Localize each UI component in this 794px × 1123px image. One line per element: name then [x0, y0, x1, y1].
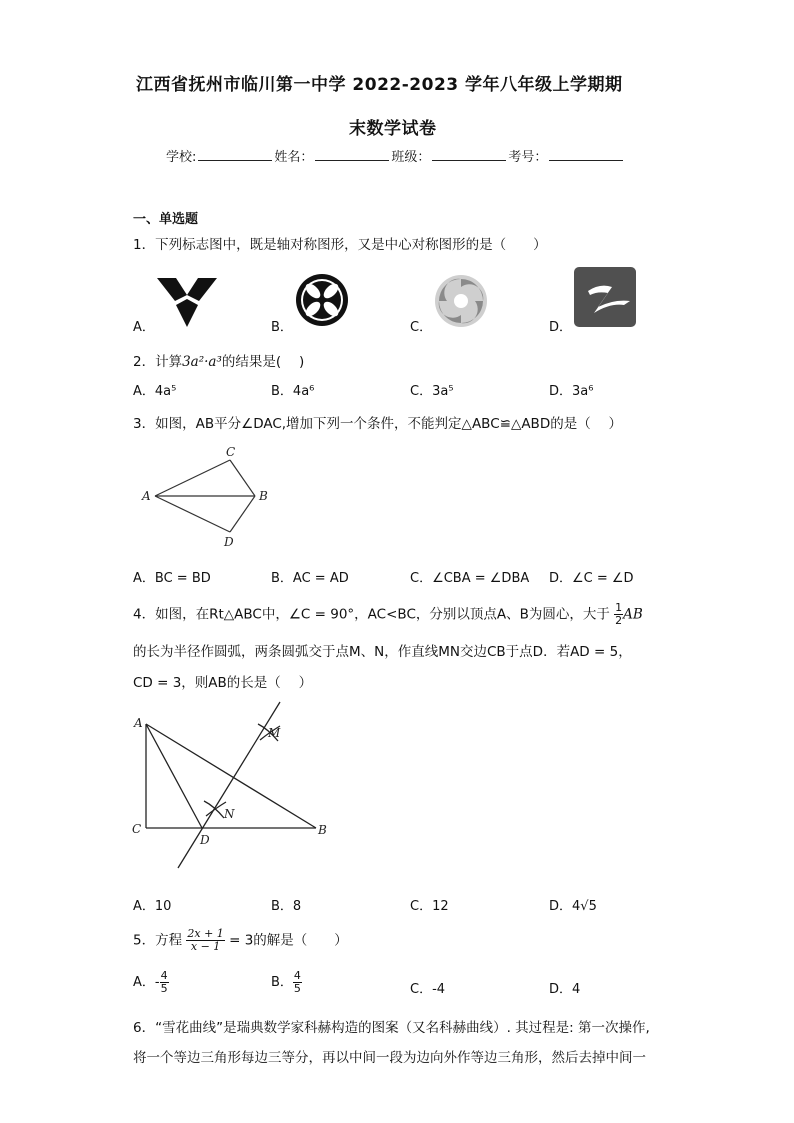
- q2-option-d[interactable]: D．3a⁶: [549, 384, 594, 399]
- logo-c-icon: [433, 273, 489, 329]
- q3-stem: 3．如图，AB平分∠DAC,增加下列一个条件，不能判定△ABC≌△ABD的是（ ）: [133, 416, 623, 432]
- segment-ad: [146, 724, 202, 828]
- q4-stem-line1: [133, 602, 643, 627]
- q5-option-a-prefix: A．-: [133, 975, 160, 990]
- q4-figure: [128, 696, 338, 876]
- q4-stem-line2: 的长为半径作圆弧，两条圆弧交于点M、N，作直线MN交边CB于点D．若AD = 5，: [133, 644, 632, 660]
- q6-stem-line1: 6．“雪花曲线”是瑞典数学家科赫构造的图案（又名科赫曲线）. 其过程是: 第一次操作,: [133, 1020, 650, 1036]
- page-title-line1: 江西省抚州市临川第一中学 2022-2023 学年八年级上学期期: [136, 75, 623, 95]
- line-mn: [178, 702, 280, 868]
- segment-ac: [155, 460, 230, 496]
- q1-option-a[interactable]: A．: [133, 320, 155, 335]
- logo-b-icon: [294, 272, 350, 328]
- q5-option-b-num: 4: [293, 969, 301, 982]
- q4-frac-num: 1: [615, 601, 623, 614]
- q4-option-c[interactable]: C．12: [410, 899, 449, 914]
- point-b-label: B: [318, 823, 327, 837]
- q2-stem: [133, 350, 304, 370]
- name-blank[interactable]: [315, 148, 389, 161]
- point-b-label: B: [259, 489, 268, 503]
- q5-option-a[interactable]: [133, 970, 169, 995]
- point-a-label: A: [134, 716, 143, 730]
- q2-expression: 3a²·a³: [182, 354, 222, 370]
- q4-option-b[interactable]: B．8: [271, 899, 302, 914]
- class-label: 班级：: [391, 150, 431, 165]
- q3-option-c[interactable]: C．∠CBA = ∠DBA: [410, 571, 530, 586]
- q2-option-a[interactable]: A．4a⁵: [133, 384, 177, 399]
- q5-option-d[interactable]: D．4: [549, 982, 581, 997]
- q5-stem-pre: 5．方程: [133, 932, 183, 949]
- q5-stem-post: = 3的解是（ ）: [229, 932, 348, 949]
- q5-equation-fraction: [186, 928, 224, 953]
- q4-stem-line1-pre: 4．如图，在Rt△ABC中，∠C = 90°，AC<BC，分别以顶点A、B为圆心，大于: [133, 606, 610, 623]
- exam-number-label: 考号：: [508, 150, 548, 165]
- point-m-label: M: [268, 726, 281, 740]
- q6-stem-line2: 将一个等边三角形每边三等分，再以中间一段为边向外作等边三角形，然后去掉中间一: [133, 1050, 646, 1066]
- q5-frac-num: 2x + 1: [187, 927, 224, 940]
- class-blank[interactable]: [432, 148, 506, 161]
- q4-stem-line3: CD = 3，则AB的长是（ ）: [133, 675, 313, 691]
- q5-option-b[interactable]: [271, 970, 302, 995]
- logo-d-icon: [574, 267, 636, 327]
- segment-ad: [155, 496, 230, 532]
- point-n-label: N: [224, 807, 235, 821]
- q3-option-b[interactable]: B．AC = AD: [271, 571, 349, 586]
- q4-half-fraction: [614, 602, 623, 627]
- point-c-label: C: [132, 822, 142, 836]
- page-title-line2: 末数学试卷: [349, 119, 437, 139]
- q3-figure: [140, 444, 280, 550]
- q5-option-a-fraction: [160, 970, 169, 995]
- school-blank[interactable]: [198, 148, 272, 161]
- q3-option-a[interactable]: A．BC = BD: [133, 571, 211, 586]
- logo-a-icon: [157, 275, 217, 329]
- q5-frac-den: x − 1: [190, 940, 221, 953]
- q5-stem: [133, 928, 348, 953]
- point-a-label: A: [142, 489, 151, 503]
- school-label: 学校:: [166, 150, 197, 165]
- exam-number-blank[interactable]: [549, 148, 623, 161]
- q1-option-b[interactable]: B．: [271, 320, 293, 335]
- q4-option-d[interactable]: D．4√5: [549, 899, 597, 914]
- point-d-label: D: [224, 535, 234, 549]
- q5-option-a-den: 5: [160, 982, 168, 995]
- segment-cb: [230, 460, 255, 496]
- q2-stem-post: 的结果是( ): [221, 354, 305, 370]
- student-info-row: [166, 146, 625, 165]
- q1-option-c[interactable]: C．: [410, 320, 433, 335]
- q2-option-b[interactable]: B．4a⁶: [271, 384, 315, 399]
- q3-option-d[interactable]: D．∠C = ∠D: [549, 571, 634, 586]
- q5-option-c[interactable]: C．-4: [410, 982, 446, 997]
- q5-option-b-fraction: [293, 970, 302, 995]
- section-title: 一、单选题: [133, 212, 199, 227]
- q4-frac-den: 2: [615, 614, 623, 627]
- point-c-label: C: [226, 445, 236, 459]
- q1-stem: 1．下列标志图中，既是轴对称图形，又是中心对称图形的是（ ）: [133, 237, 547, 253]
- q2-option-c[interactable]: C．3a⁵: [410, 384, 454, 399]
- q5-option-b-prefix: B．: [271, 975, 293, 990]
- q4-option-a[interactable]: A．10: [133, 899, 172, 914]
- q5-option-a-num: 4: [160, 969, 168, 982]
- q1-option-d[interactable]: D．: [549, 320, 573, 335]
- segment-db: [230, 496, 255, 532]
- name-label: 姓名：: [274, 150, 314, 165]
- q2-stem-pre: 2．计算: [133, 354, 183, 370]
- q4-stem-line1-post: AB: [623, 606, 643, 623]
- q5-option-b-den: 5: [293, 982, 301, 995]
- point-d-label: D: [200, 833, 210, 847]
